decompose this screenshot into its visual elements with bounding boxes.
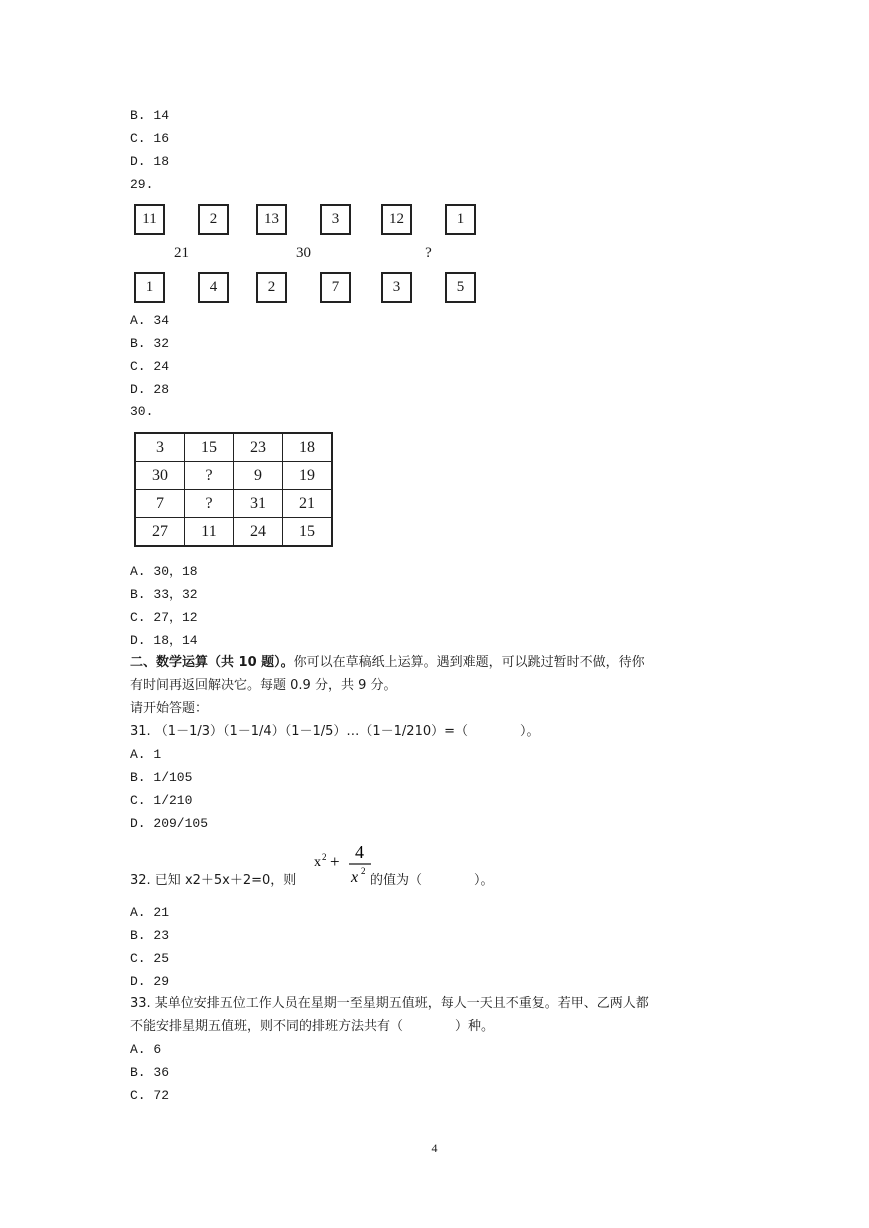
table-cell: 23 [234, 433, 283, 462]
figure-cell: 7 [320, 272, 351, 303]
table-cell: ? [185, 490, 234, 518]
q29-number: 29. [130, 177, 154, 192]
q33-option-a: A. 6 [130, 1042, 162, 1057]
q32-formula [314, 840, 374, 888]
figure-cell: 1 [445, 204, 476, 235]
formula-den-exp: 2 [361, 866, 366, 876]
table-row [135, 462, 332, 490]
q31-option-b: B. 1/105 [130, 770, 193, 785]
q32-option-d: D. 29 [130, 974, 170, 989]
q29-figure-3 [381, 204, 481, 304]
option-b-prev: B. 14 [130, 108, 170, 123]
figure-cell: 3 [320, 204, 351, 235]
table-cell: 9 [234, 462, 283, 490]
section-heading-line [130, 655, 645, 671]
table-cell: ? [185, 462, 234, 490]
q29-figure-2 [256, 204, 356, 304]
q32-stem-before: 32. 已知 x2＋5x＋2=0，则 [130, 873, 297, 888]
table-cell: 15 [185, 433, 234, 462]
q30-option-a: A. 30，18 [130, 564, 198, 579]
q33-stem-line-1: 33. 某单位安排五位工作人员在星期一至星期五值班，每人一天且不重复。若甲、乙两人都 [130, 996, 649, 1011]
formula-plus: + [330, 852, 340, 871]
formula-numerator: 4 [355, 842, 364, 862]
q32-option-a: A. 21 [130, 905, 170, 920]
figure-cell: 13 [256, 204, 287, 235]
q30-number: 30. [130, 404, 154, 419]
formula-exp: 2 [322, 852, 327, 862]
figure-cell: 4 [198, 272, 229, 303]
figure-cell: 5 [445, 272, 476, 303]
figure-cell: 11 [134, 204, 165, 235]
figure-cell: 12 [381, 204, 412, 235]
q31-option-a: A. 1 [130, 747, 162, 762]
formula-x: x [314, 855, 321, 870]
table-row [135, 518, 332, 547]
formula-svg [314, 840, 374, 888]
table-row [135, 433, 332, 462]
section-instruction-2: 有时间再返回解决它。每题 0.9 分，共 9 分。 [130, 678, 397, 693]
q30-number-table [134, 432, 333, 547]
table-cell: 30 [135, 462, 185, 490]
option-d-prev: D. 18 [130, 154, 170, 169]
table-cell: 31 [234, 490, 283, 518]
figure-cell: 1 [134, 272, 165, 303]
option-c-prev: C. 16 [130, 131, 170, 146]
q30-option-c: C. 27，12 [130, 610, 198, 625]
q29-option-d: D. 28 [130, 382, 170, 397]
table-cell: 21 [283, 490, 333, 518]
figure-center: 30 [288, 238, 319, 269]
q33-option-b: B. 36 [130, 1065, 170, 1080]
q29-figure-1 [134, 204, 234, 304]
q29-option-c: C. 24 [130, 359, 170, 374]
q29-option-a: A. 34 [130, 313, 170, 328]
q31-stem: 31. （1－1/3）（1－1/4）（1－1/5）…（1－1/210）=（ ）。 [130, 724, 540, 739]
q30-option-d: D. 18，14 [130, 633, 198, 648]
figure-cell: 2 [256, 272, 287, 303]
table-cell: 18 [283, 433, 333, 462]
figure-cell: 3 [381, 272, 412, 303]
q33-option-c: C. 72 [130, 1088, 170, 1103]
table-cell: 3 [135, 433, 185, 462]
q32-option-b: B. 23 [130, 928, 170, 943]
table-cell: 24 [234, 518, 283, 547]
figure-center: ? [413, 238, 444, 269]
table-cell: 27 [135, 518, 185, 547]
section-start: 请开始答题： [130, 701, 209, 716]
q33-stem-line-2: 不能安排星期五值班，则不同的排班方法共有（ ）种。 [130, 1019, 495, 1034]
page-number: 4 [431, 1141, 438, 1155]
figure-center: 21 [166, 238, 197, 269]
section-instruction-1: 你可以在草稿纸上运算。遇到难题，可以跳过暂时不做，待你 [293, 655, 645, 670]
figure-cell: 2 [198, 204, 229, 235]
q32-option-c: C. 25 [130, 951, 170, 966]
section-heading: 二、数学运算（共 10 题）。 [130, 655, 294, 670]
q30-option-b: B. 33，32 [130, 587, 198, 602]
table-cell: 15 [283, 518, 333, 547]
q31-option-c: C. 1/210 [130, 793, 193, 808]
table-row [135, 490, 332, 518]
table-cell: 11 [185, 518, 234, 547]
q32-stem-after: 的值为（ ）。 [370, 873, 494, 888]
q29-option-b: B. 32 [130, 336, 170, 351]
table-cell: 19 [283, 462, 333, 490]
formula-denominator: x [351, 869, 359, 886]
table-cell: 7 [135, 490, 185, 518]
q31-option-d: D. 209/105 [130, 816, 209, 831]
